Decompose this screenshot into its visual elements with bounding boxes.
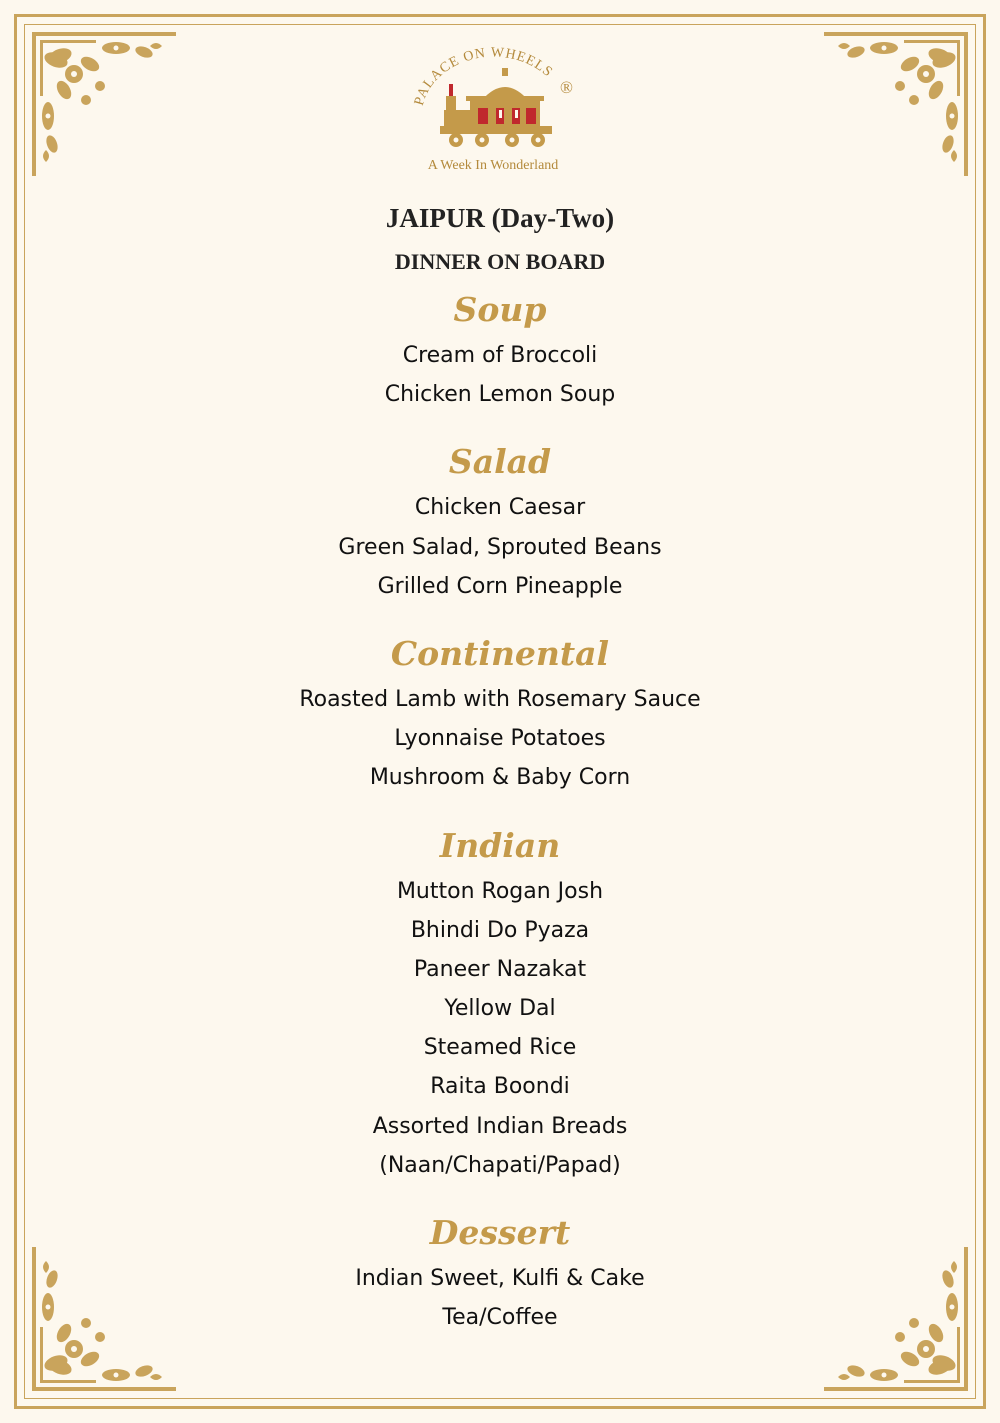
menu-item: Lyonnaise Potatoes [394, 726, 606, 752]
menu-item: Tea/Coffee [442, 1305, 558, 1331]
menu-section-indian [60, 816, 940, 1186]
palace-train-logo-icon [400, 40, 600, 160]
menu-section-dessert [60, 1203, 940, 1337]
menu-item: Green Salad, Sprouted Beans [338, 534, 662, 560]
floral-corner-icon [26, 26, 176, 176]
page-title: JAIPUR (Day-Two) [385, 203, 615, 233]
menu-section-salad [60, 432, 940, 606]
registered-mark: ® [560, 78, 573, 97]
menu-item: Mushroom & Baby Corn [369, 765, 631, 791]
brand-tagline: A Week In Wonderland [427, 158, 559, 173]
menu-item: Steamed Rice [423, 1035, 577, 1061]
menu-item: Roasted Lamb with Rosemary Sauce [299, 686, 701, 712]
menu-item: Indian Sweet, Kulfi & Cake [355, 1266, 645, 1291]
page-subtitle: DINNER ON BOARD [394, 249, 606, 274]
menu-item: Grilled Corn Pineapple [377, 573, 623, 599]
menu-item: Chicken Caesar [414, 495, 586, 521]
menu-section-soup [60, 280, 940, 414]
menu-section-continental [60, 624, 940, 798]
menu-item: Raita Boondi [430, 1074, 570, 1100]
section-title: Continental [390, 633, 610, 673]
menu-item: (Naan/Chapati/Papad) [379, 1152, 621, 1178]
menu-content [60, 196, 940, 1337]
menu-item: Yellow Dal [444, 996, 556, 1022]
menu-item: Paneer Nazakat [413, 956, 587, 982]
section-title: Soup [453, 290, 547, 329]
menu-item: Assorted Indian Breads [372, 1113, 628, 1139]
brand-logo [400, 40, 600, 190]
section-title: Salad [448, 442, 552, 482]
menu-item: Cream of Broccoli [402, 343, 598, 368]
section-title: Indian [439, 825, 561, 865]
brand-name: PALACE ON WHEELS [411, 45, 556, 108]
menu-item: Mutton Rogan Josh [396, 878, 604, 904]
floral-corner-icon [824, 26, 974, 176]
menu-item: Bhindi Do Pyaza [410, 917, 590, 943]
menu-item: Chicken Lemon Soup [384, 382, 616, 408]
section-title: Dessert [429, 1213, 571, 1252]
